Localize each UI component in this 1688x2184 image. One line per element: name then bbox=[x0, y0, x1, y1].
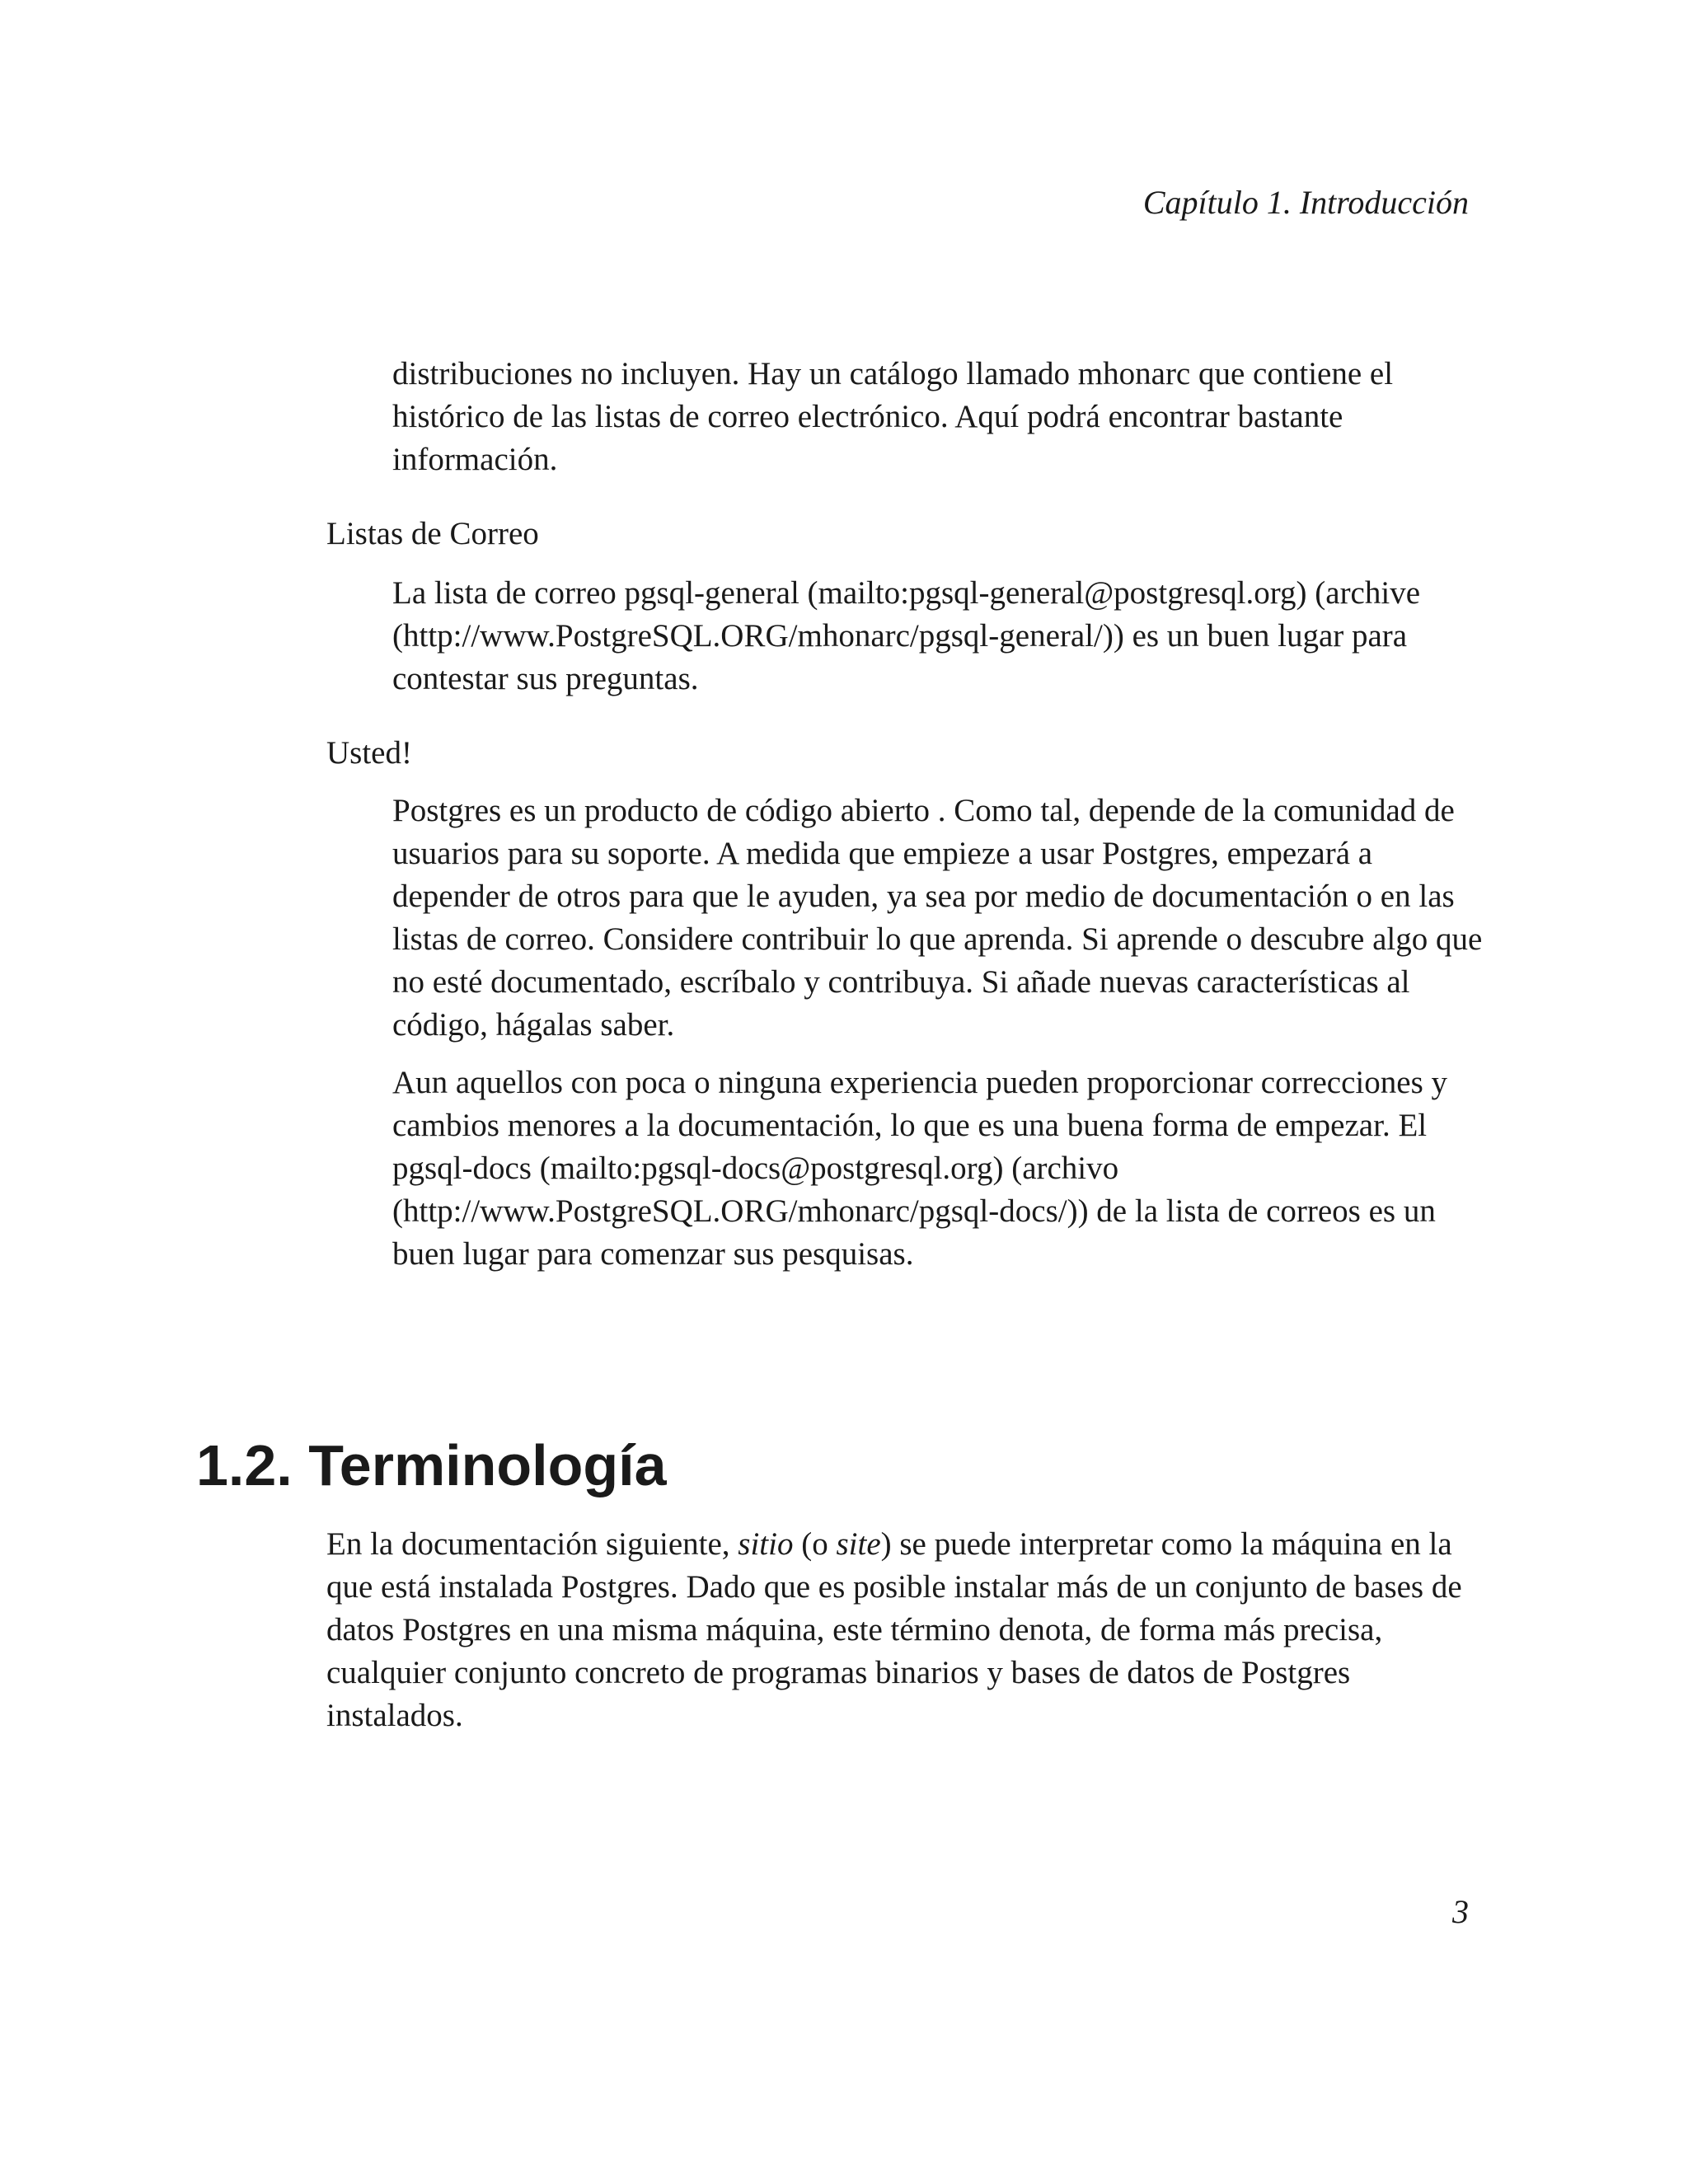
term-site: site bbox=[836, 1526, 881, 1562]
definition-listas-de-correo: La lista de correo pgsql-general (mailto:pgsql-general@postgresql.org) (archive (http://www.PostgreSQL.ORG/mhonarc/pgsql-general/)) es un buen lugar para contestar sus preguntas. bbox=[392, 575, 1421, 696]
term-usted: Usted! bbox=[326, 735, 412, 771]
section-body-paragraph bbox=[326, 1523, 1489, 1737]
term-listas-de-correo: Listas de Correo bbox=[326, 516, 539, 551]
term-sitio: sitio bbox=[738, 1526, 794, 1562]
section-heading: 1.2. Terminología bbox=[196, 1433, 667, 1497]
section-body-text-3: ) se puede interpretar como la máquina en la que está instalada Postgres. Dado que es posible instalar más de un conjunto de bases de datos Postgres en una misma máquina, este término denota, de forma más precisa, cualquier conjunto concreto de programas binarios y bases de datos de Postgres instalados. bbox=[326, 1526, 1462, 1733]
page-number: 3 bbox=[1452, 1893, 1469, 1930]
intro-continuation-paragraph: distribuciones no incluyen. Hay un catálogo llamado mhonarc que contiene el histórico de las listas de correo electrónico. Aquí podrá encontrar bastante información. bbox=[392, 356, 1394, 477]
section-body-text-2: (o bbox=[793, 1526, 837, 1562]
definition-usted-paragraph-1: Postgres es un producto de código abierto . Como tal, depende de la comunidad de usuarios para su soporte. A medida que empieze a usar Postgres, empezará a depender de otros para que le ayuden, ya sea por medio de documentación o en las listas de correo. Considere contribuir lo que aprenda. Si aprende o descubre algo que no esté documentado, escríbalo y contribuya. Si añade nuevas características al código, hágalas saber. bbox=[392, 793, 1483, 1043]
section-body-text-1: En la documentación siguiente, bbox=[326, 1526, 738, 1562]
running-header: Capítulo 1. Introducción bbox=[1142, 184, 1469, 221]
definition-usted-paragraph-2: Aun aquellos con poca o ninguna experiencia pueden proporcionar correcciones y cambios menores a la documentación, lo que es una buena forma de empezar. El pgsql-docs (mailto:pgsql-docs@postgresql.org) (archivo (http://www.PostgreSQL.ORG/mhonarc/pgsql-docs/)) de la lista de correos es un buen lugar para comenzar sus pesquisas. bbox=[392, 1065, 1447, 1272]
